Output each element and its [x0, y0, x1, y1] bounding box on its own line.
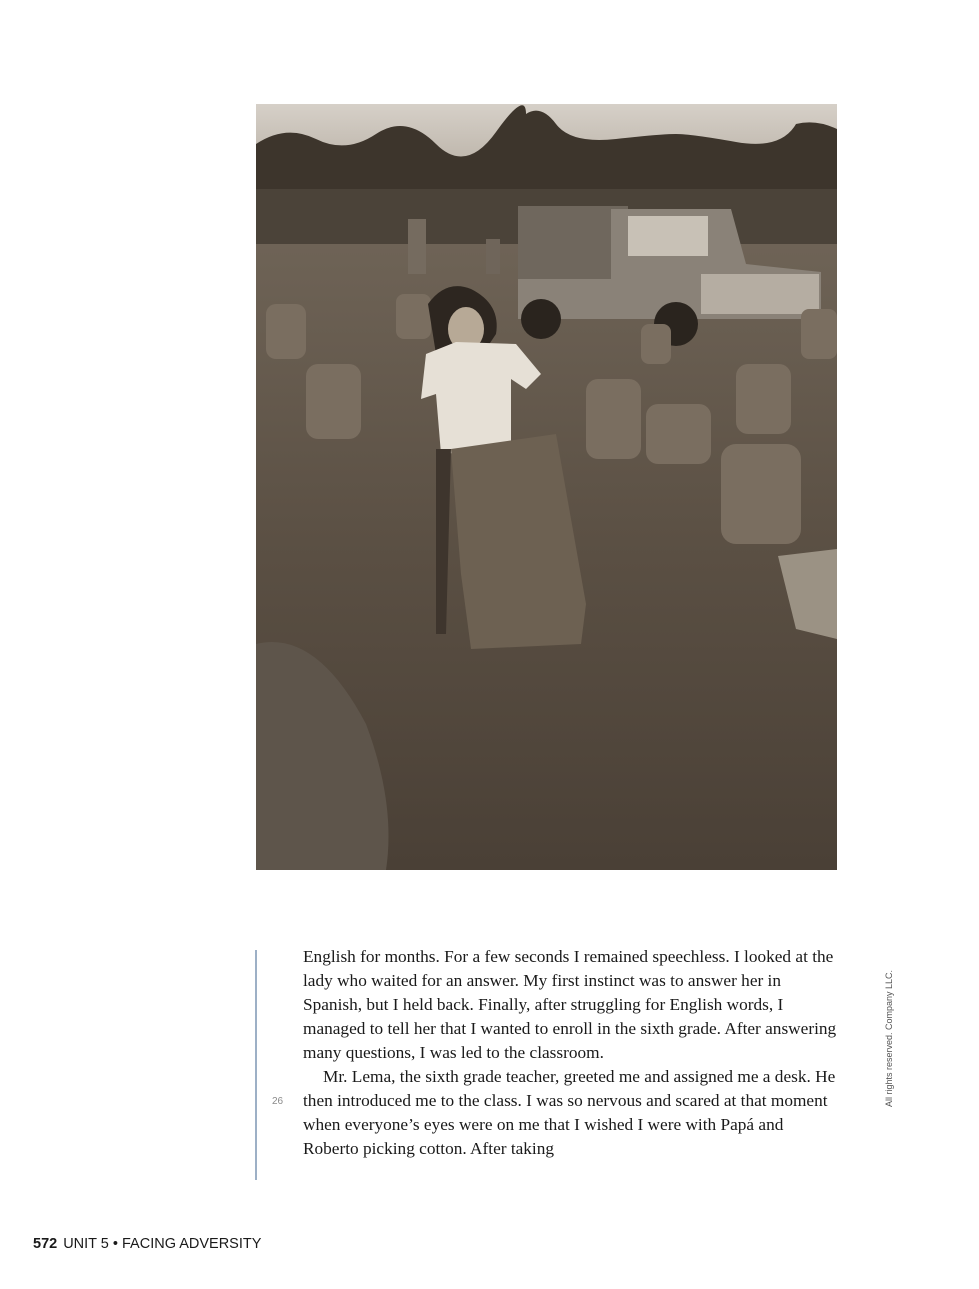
page-number: 572: [33, 1236, 58, 1252]
body-text: [303, 945, 843, 1161]
unit-label: UNIT 5 • FACING ADVERSITY: [63, 1236, 262, 1252]
photo-image-icon: [256, 104, 837, 870]
accent-bar: [255, 950, 257, 1180]
page-footer: [33, 1236, 261, 1252]
paragraph-number: 26: [272, 1096, 284, 1107]
copyright-notice: All rights reserved. Company LLC.: [884, 969, 894, 1107]
paragraph: Mr. Lema, the sixth grade teacher, greeted me and assigned me a desk. He then introduced me to the class. I was so nervous and scared at that moment when everyone’s eyes were on me that I wished I were with Papá and Roberto picking cotton. After taking: [303, 1067, 836, 1158]
field-photo: [256, 104, 837, 870]
paragraph: English for months. For a few seconds I remained speechless. I looked at the lady who waited for an answer. My first instinct was to answer her in Spanish, but I held back. Finally, after struggling for English words, I managed to tell her that I wanted to enroll in the sixth grade. After answering many questions, I was led to the classroom.: [303, 947, 837, 1062]
